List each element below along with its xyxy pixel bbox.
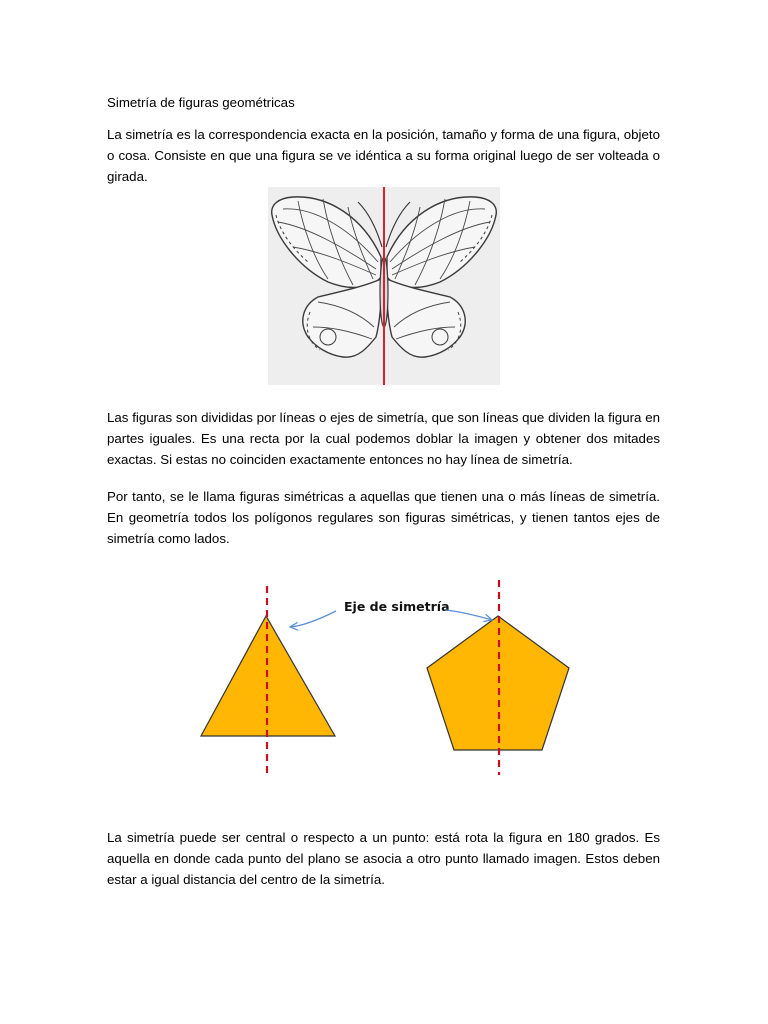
paragraph-central-symmetry: La simetría puede ser central o respecto a un punto: está rota la figura en 180 grados. Es aquella en donde cada punto del plano se asocia a otro punto llamado imagen. Estos deben estar a igual distancia del centro de la simetría.	[107, 830, 660, 887]
axis-label-arrow-right	[446, 610, 492, 620]
axis-label-arrow-left	[290, 611, 336, 627]
paragraph-axes: Las figuras son divididas por líneas o ejes de simetría, que son líneas que dividen la figura en partes iguales. Es una recta por la cual podemos doblar la imagen y obtener dos mitades exactas. Si estas no coinciden exactamente entonces no hay línea de simetría.	[107, 410, 660, 467]
butterfly-image	[268, 187, 500, 385]
paragraph-definition: La simetría es la correspondencia exacta en la posición, tamaño y forma de una figura, objeto o cosa. Consiste en que una figura se ve idéntica a su forma original luego de ser volteada o girada.	[107, 127, 660, 184]
symmetry-axes-diagram	[190, 570, 590, 785]
document-title: Simetría de figuras geométricas	[107, 95, 295, 110]
axis-label: Eje de simetría	[344, 599, 450, 614]
paragraph-symmetric-figures: Por tanto, se le llama figuras simétricas a aquellas que tienen una o más líneas de simetría. En geometría todos los polígonos regulares son figuras simétricas, y tienen tantos ejes de simetría como lados.	[107, 489, 660, 546]
